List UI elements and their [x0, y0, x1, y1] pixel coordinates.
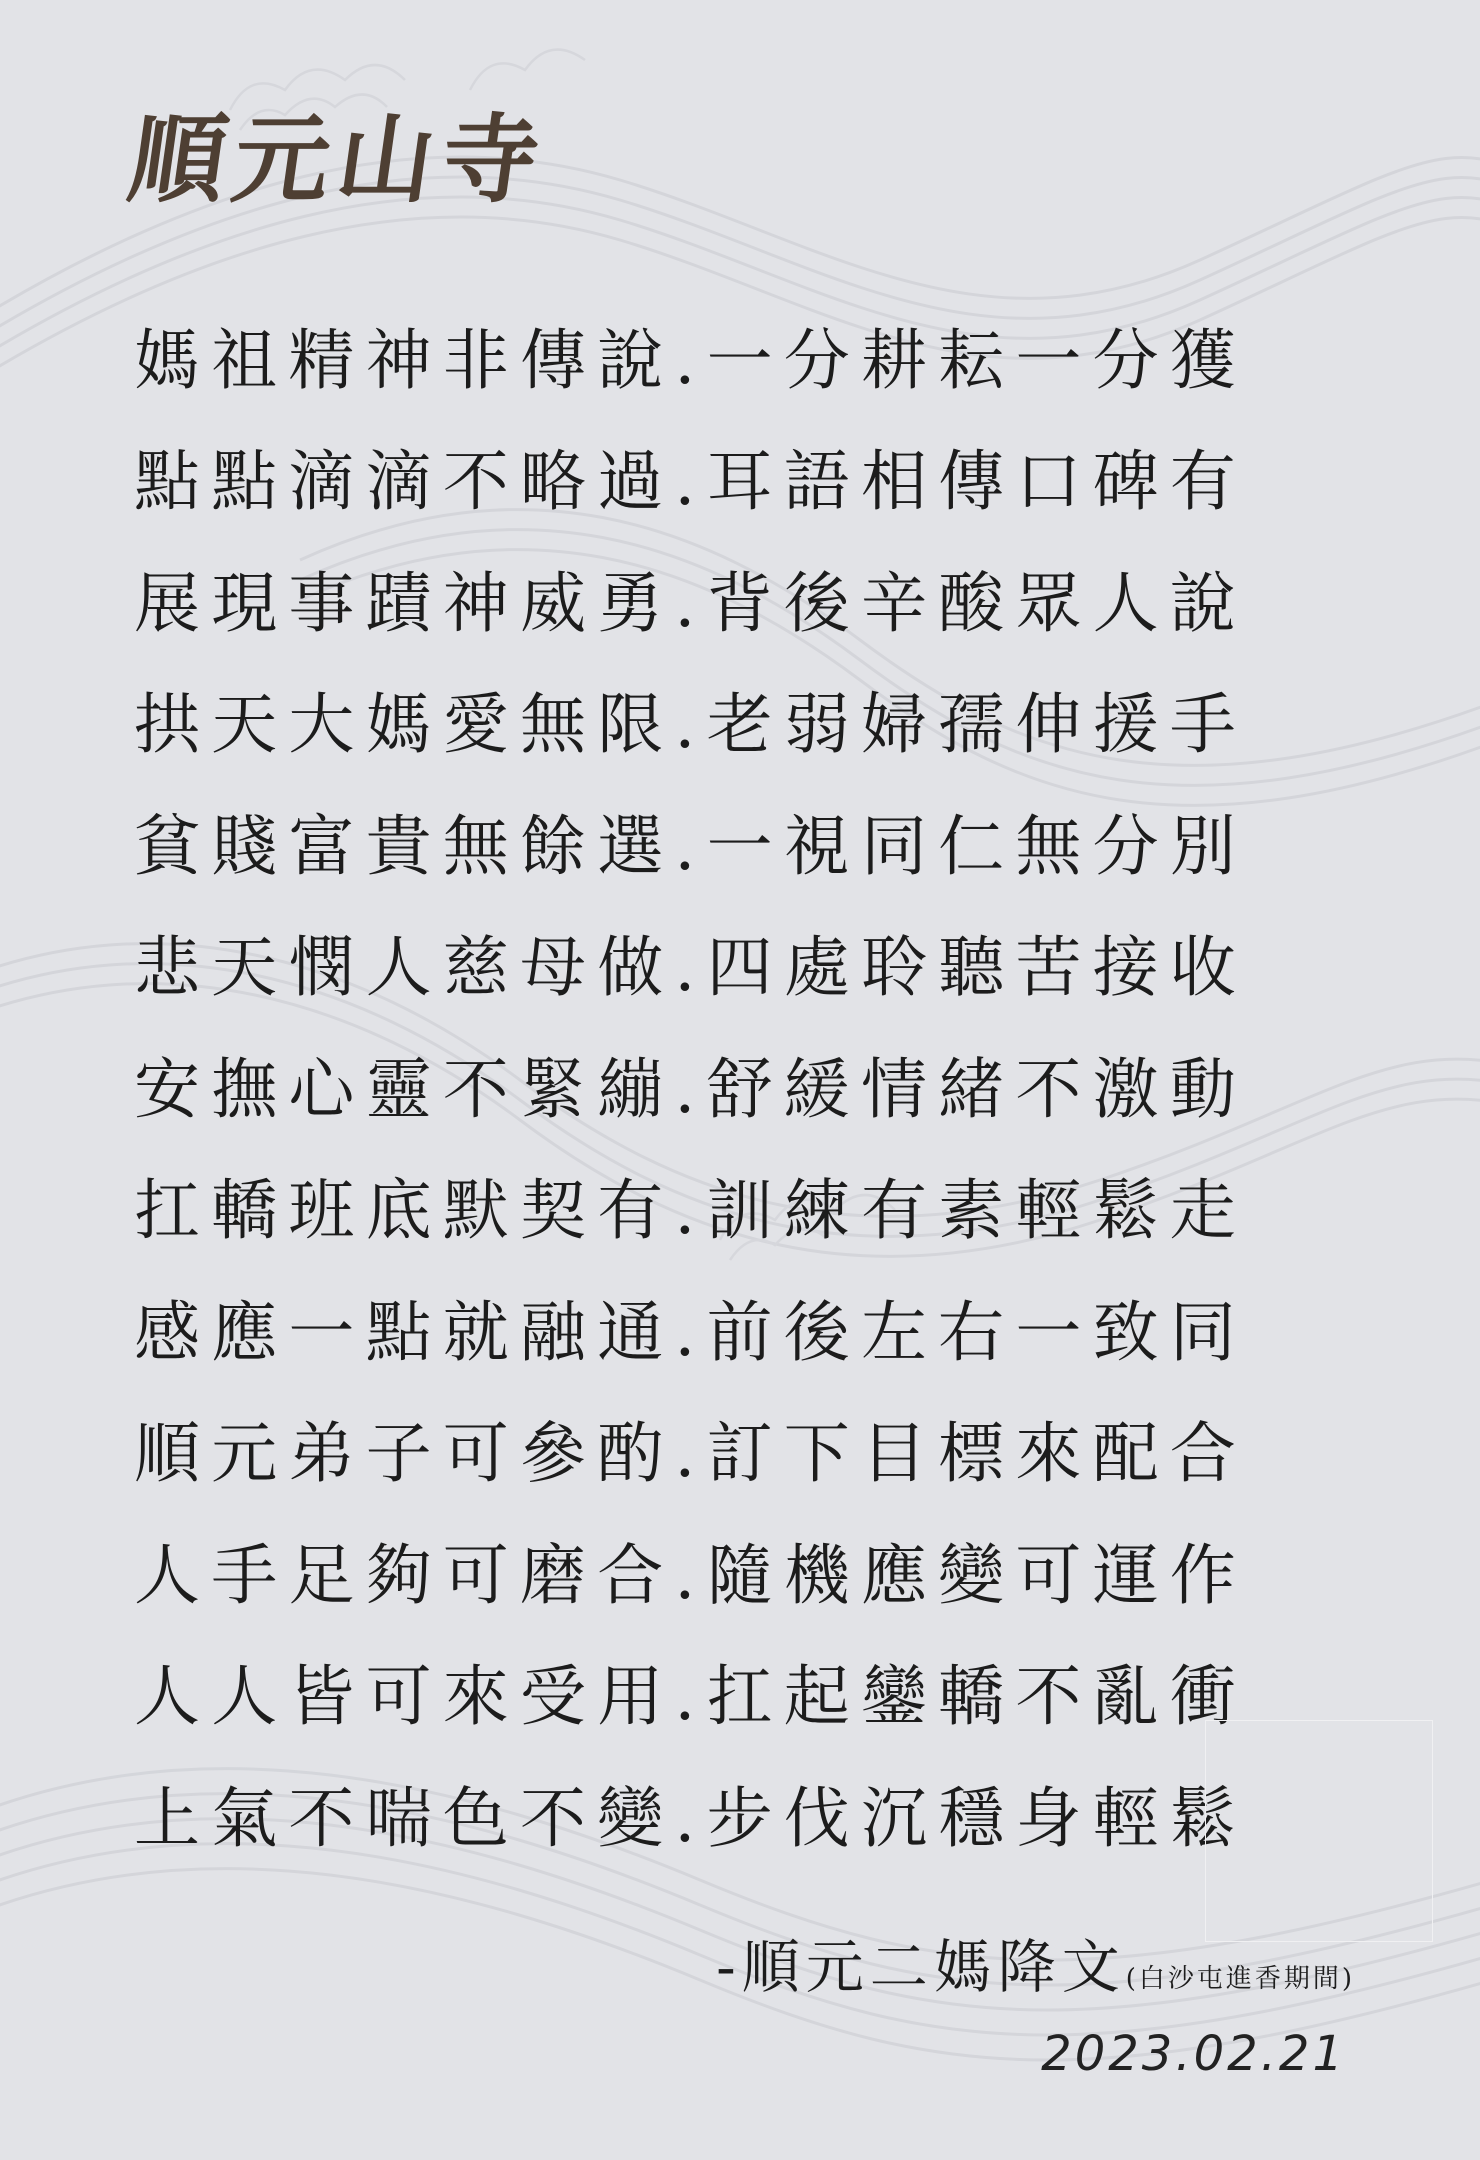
- poem-line: 安撫心靈不緊繃.舒緩情緒不激動: [134, 1050, 1247, 1128]
- temple-logo: 順元山寺: [122, 103, 555, 216]
- poem-line: 媽祖精神非傳說.一分耕耘一分獲: [134, 321, 1247, 399]
- signature-note: (白沙屯進香期間): [1125, 1964, 1355, 1994]
- poem-line: 拱天大媽愛無限.老弱婦孺伸援手: [134, 686, 1247, 764]
- poem-line: 展現事蹟神威勇.背後辛酸眾人說: [134, 564, 1247, 642]
- poem-line: 人手足夠可磨合.隨機應變可運作: [134, 1536, 1247, 1614]
- poem-line: 人人皆可來受用.扛起鑾轎不亂衝: [134, 1658, 1247, 1736]
- date-label: 2023.02.21: [1041, 2026, 1346, 2082]
- signature: [716, 1933, 1355, 2001]
- poem-line: 點點滴滴不略過.耳語相傳口碑有: [134, 443, 1247, 521]
- poem-line: 感應一點就融通.前後左右一致同: [134, 1293, 1247, 1371]
- poem-line: 貧賤富貴無餘選.一視同仁無分別: [134, 807, 1247, 885]
- poem-line: 順元弟子可參酌.訂下目標來配合: [134, 1415, 1247, 1493]
- poem-body: [134, 300, 1354, 1880]
- stamp-frame: [1205, 1720, 1433, 1942]
- poem-line: 上氣不喘色不變.步伐沉穩身輕鬆: [134, 1779, 1247, 1857]
- poem-line: 扛轎班底默契有.訓練有素輕鬆走: [134, 1172, 1247, 1250]
- poem-line: 悲天憫人慈母做.四處聆聽苦接收: [134, 929, 1247, 1007]
- signature-author: -順元二媽降文: [716, 1933, 1126, 2001]
